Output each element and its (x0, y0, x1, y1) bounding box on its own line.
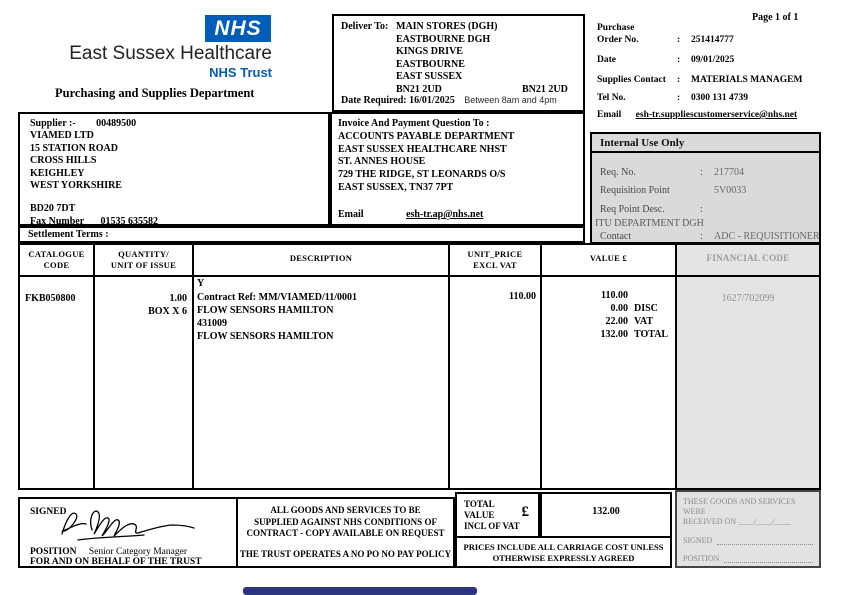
conditions-line: SUPPLIED AGAINST NHS CONDITIONS OF (254, 516, 437, 527)
unit-of-issue-cell: BOX X 6 (148, 306, 187, 317)
supplier-address-line: VIAMED LTD (30, 130, 94, 142)
separator (700, 185, 714, 196)
description-cell (197, 291, 357, 343)
fax-label: Fax Number (30, 215, 84, 227)
carriage-line: PRICES INCLUDE ALL CARRIAGE COST UNLESS (463, 542, 664, 552)
order-email-value: esh-tr.suppliescustomerservice@nhs.net (635, 110, 798, 120)
req-no-label: Req. No. (600, 167, 636, 178)
supplier-header-row (30, 118, 318, 130)
position-label: POSITION (30, 547, 77, 557)
supplier-address-line: CROSS HILLS (30, 155, 97, 167)
separator: : (700, 231, 703, 242)
requisition-point-row (600, 185, 746, 196)
invoice-address-line: ACCOUNTS PAYABLE DEPARTMENT (338, 130, 515, 142)
description-line: Contract Ref: MM/VIAMED/11/0001 (197, 292, 357, 303)
tel-no-label: Tel No. (597, 93, 626, 103)
received-signed-label: SIGNED (683, 536, 713, 545)
signature (52, 500, 202, 546)
value-total-row: 132.00 TOTAL (600, 329, 669, 340)
signed-box (18, 497, 238, 568)
value-vat-row: 22.00 VAT (605, 316, 654, 327)
catalogue-code-cell: FKB050800 (25, 293, 76, 304)
header-financial-code: FINANCIAL CODE (706, 253, 790, 263)
separator: : (677, 55, 681, 65)
position-row (30, 547, 187, 557)
conditions-line: ALL GOODS AND SERVICES TO BE (270, 505, 421, 515)
req-point-desc-value: ITU DEPARTMENT DGH (595, 218, 704, 229)
requisition-point-label: Requisition Point (600, 185, 670, 196)
value-gross-row: 110.00 (601, 290, 628, 301)
order-email-row (597, 110, 797, 120)
separator: : (700, 167, 703, 178)
order-date-label: Date (597, 55, 616, 65)
separator: : (677, 75, 681, 85)
order-number-label: Order No. (597, 35, 639, 45)
pound-sign: £ (521, 504, 529, 520)
invoice-email-row (338, 209, 483, 222)
tel-no-value: 0300 131 4739 (691, 93, 748, 103)
supplies-contact-row (597, 75, 833, 85)
invoice-box (330, 112, 585, 226)
deliver-address-line: EASTBOURNE (396, 58, 465, 70)
internal-use-title: Internal Use Only (592, 134, 819, 153)
date-required-value: 16/01/2025 (409, 95, 455, 106)
header-value: VALUE £ (589, 253, 628, 263)
header-catalogue-code: CATALOGUE CODE (28, 249, 85, 270)
goods-received-box (675, 490, 821, 568)
order-number-value: 251414777 (691, 35, 734, 45)
value-discount-row: 0.00 DISC (610, 303, 658, 314)
supplies-contact-label: Supplies Contact (597, 75, 666, 85)
total-value-label-box: TOTAL VALUE INCL OF VAT £ (455, 492, 540, 538)
contact-row (600, 231, 820, 242)
financial-code-cell: 1627/702099 (721, 293, 775, 304)
description-line: FLOW SENSORS HAMILTON (197, 331, 334, 342)
carriage-line: OTHERWISE EXPRESSLY AGREED (492, 553, 635, 563)
deliver-address-line: MAIN STORES (DGH) (396, 21, 498, 32)
req-no-row (600, 167, 744, 178)
header-unit-price: UNIT_PRICE EXCL VAT (467, 249, 523, 270)
separator: : (677, 93, 681, 103)
separator: : (677, 35, 681, 45)
header-description: DESCRIPTION (289, 253, 353, 263)
deliver-to-label: Deliver To: (341, 21, 389, 32)
deliver-postcode-right: BN21 2UD (522, 84, 568, 95)
description-line: 431009 (197, 318, 227, 329)
date-required-row (341, 95, 557, 106)
position-value: Senior Category Manager (88, 547, 187, 557)
supplier-address-line: 15 STATION ROAD (30, 142, 118, 154)
req-point-desc-label: Req Point Desc. (600, 204, 665, 215)
description-flag: Y (197, 278, 205, 289)
order-email-label: Email (597, 110, 622, 120)
organisation-name: East Sussex Healthcare (69, 43, 272, 64)
received-position-row (683, 554, 813, 563)
supplies-contact-value: MATERIALS MANAGEM (691, 75, 803, 85)
organisation-subtitle: NHS Trust (209, 65, 272, 80)
supplier-label: Supplier :- (30, 118, 76, 129)
nhs-logo (205, 15, 271, 42)
received-signed-row (683, 536, 813, 545)
deliver-address (396, 21, 498, 97)
received-position-label: POSITION (683, 554, 720, 563)
header-quantity: QUANTITY/ UNIT OF ISSUE (110, 249, 177, 270)
page-number: Page 1 of 1 (752, 12, 799, 23)
conditions-box (236, 497, 455, 568)
deliver-address-line: BN21 2UD (396, 83, 442, 95)
received-line: THESE GOODS AND SERVICES WERE (683, 497, 796, 516)
total-value-box (540, 492, 672, 538)
invoice-title: Invoice And Payment Question To : (338, 118, 490, 129)
horizontal-scrollbar-thumb[interactable] (243, 587, 477, 595)
financial-code-column-background (675, 245, 819, 488)
nhs-logo-text: NHS (214, 16, 262, 40)
invoice-address-line: EAST SUSSEX, TN37 7PT (338, 181, 454, 193)
date-required-label: Date Required: (341, 95, 407, 106)
requisition-point-value: 5V0033 (714, 185, 747, 196)
supplier-address-line: WEST YORKSHIRE (30, 180, 122, 192)
position-line (724, 554, 813, 563)
quantity-cell: 1.00 (169, 293, 187, 304)
description-line: FLOW SENSORS HAMILTON (197, 305, 334, 316)
total-value: 132.00 (592, 506, 620, 517)
delivery-window: Between 8am and 4pm (464, 95, 557, 105)
settlement-terms-bar (18, 226, 585, 243)
po-policy-line: THE TRUST OPERATES A NO PO NO PAY POLICY (239, 548, 452, 559)
invoice-address-line: 729 THE RIDGE, ST LEONARDS O/S (338, 169, 506, 181)
deliver-address-line: KINGS DRIVE (396, 46, 463, 58)
tel-no-row (597, 93, 833, 103)
deliver-to-box (332, 14, 585, 112)
behalf-label: FOR AND ON BEHALF OF THE TRUST (30, 557, 202, 567)
purchase-order-label: Purchase (597, 23, 635, 33)
invoice-address-line: EAST SUSSEX HEALTHCARE NHST (338, 143, 507, 155)
invoice-email-value: esh-tr.ap@nhs.net (406, 209, 484, 221)
signature-line (717, 536, 813, 545)
carriage-box (455, 536, 672, 568)
items-table (18, 243, 821, 490)
value-cell (560, 289, 668, 341)
fax-value: 01535 635582 (100, 215, 158, 227)
separator: : (700, 204, 703, 215)
received-date-line: RECEIVED ON ____/____/____ (683, 517, 791, 526)
order-number-row (597, 35, 833, 45)
signed-label: SIGNED (30, 507, 67, 517)
department-title: Purchasing and Supplies Department (55, 86, 255, 100)
internal-use-box (590, 132, 821, 244)
supplier-box (18, 112, 330, 226)
deliver-address-line: EAST SUSSEX (396, 71, 463, 83)
contact-value: ADC - REQUISITIONER (714, 231, 820, 242)
invoice-email-label: Email (338, 209, 364, 221)
req-no-value: 217704 (714, 167, 744, 178)
contact-label: Contact (600, 231, 632, 242)
supplier-address-line: KEIGHLEY (30, 167, 85, 179)
order-date-row (597, 55, 833, 65)
conditions-line: CONTRACT - COPY AVAILABLE ON REQUEST (246, 528, 445, 538)
order-date-value: 09/01/2025 (691, 55, 735, 65)
req-point-desc-row (600, 204, 714, 215)
unit-price-cell: 110.00 (509, 291, 536, 302)
settlement-terms-label: Settlement Terms : (28, 229, 109, 240)
deliver-address-line: EASTBOURNE DGH (396, 33, 491, 45)
supplier-postcode: BD20 7DT (30, 203, 76, 215)
invoice-address-line: ST. ANNES HOUSE (338, 156, 426, 168)
supplier-code: 00489500 (96, 118, 137, 129)
